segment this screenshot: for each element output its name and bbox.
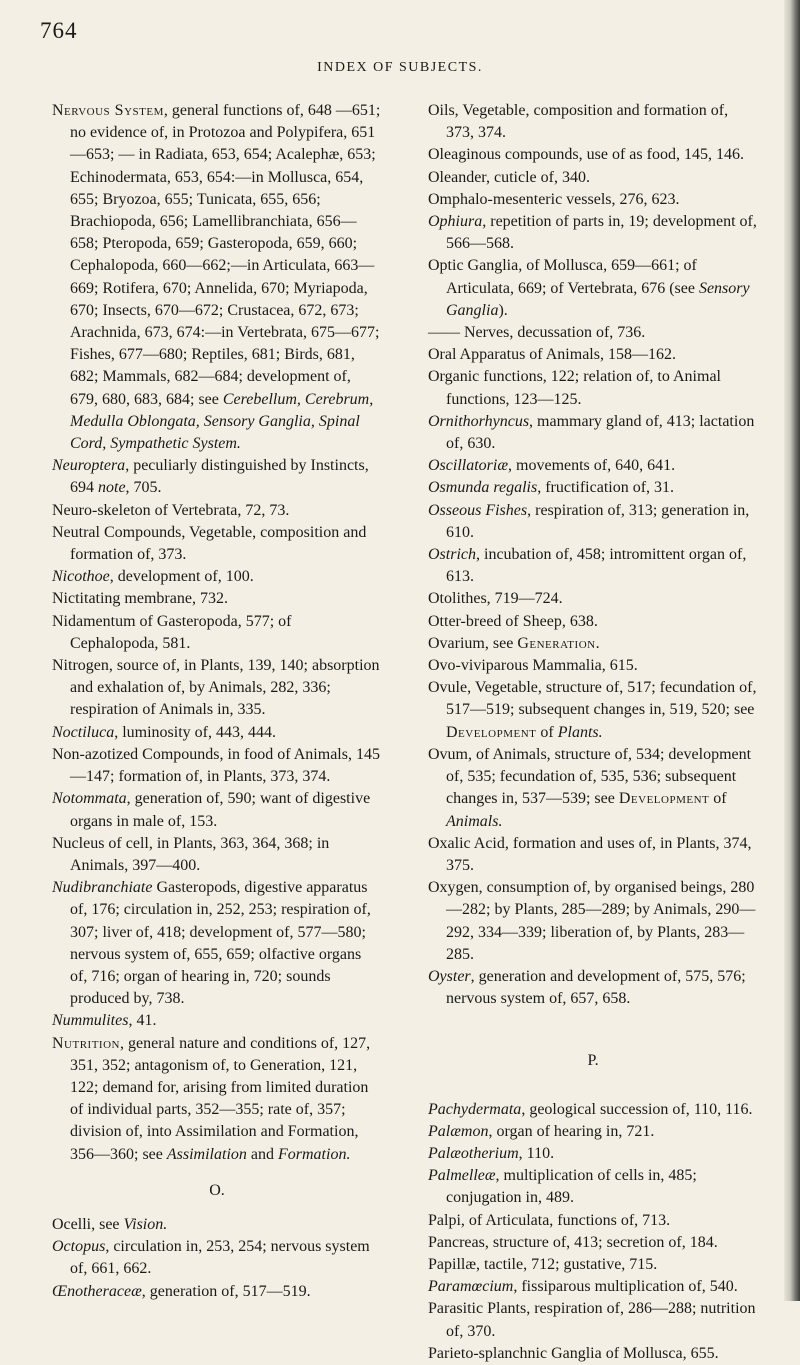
index-entry: Ophiura, repetition of parts in, 19; development of, 566—568. bbox=[428, 213, 757, 253]
index-entry: Oscillatoriæ, movements of, 640, 641. bbox=[428, 457, 676, 475]
section-letter-p: P. bbox=[587, 1052, 599, 1070]
index-entry: Oxalic Acid, formation and uses of, in Plants, 374, 375. bbox=[428, 834, 752, 874]
entry-heading: Nervous System bbox=[52, 102, 164, 119]
index-column-left bbox=[52, 100, 382, 1303]
index-entry: Palæmon, organ of hearing in, 721. bbox=[428, 1122, 655, 1140]
index-entry: Nicothoe, development of, 100. bbox=[52, 568, 254, 586]
index-entry: Otter-breed of Sheep, 638. bbox=[428, 612, 598, 630]
index-entry: Palmelleæ, multiplication of cells in, 485; conjugation in, 489. bbox=[428, 1167, 697, 1207]
running-head: INDEX OF SUBJECTS. bbox=[317, 60, 483, 75]
index-entry: Ovo-viviparous Mammalia, 615. bbox=[428, 657, 638, 675]
index-entry: Organic functions, 122; relation of, to Animal functions, 123—125. bbox=[428, 368, 721, 408]
index-entry: Pachydermata, geological succession of, 110, 116. bbox=[428, 1100, 753, 1118]
index-entry: Nictitating membrane, 732. bbox=[52, 590, 228, 608]
page-number: 764 bbox=[40, 18, 78, 43]
index-entry: Oral Apparatus of Animals, 158—162. bbox=[428, 346, 676, 364]
index-entry: Palpi, of Articulata, functions of, 713. bbox=[428, 1211, 671, 1229]
index-entry: Non-azotized Compounds, in food of Animals, 145—147; formation of, in Plants, 373, 374. bbox=[52, 745, 380, 786]
index-entry: Octopus, circulation in, 253, 254; nervous system of, 661, 662. bbox=[52, 1238, 370, 1278]
section-letter-o: O. bbox=[209, 1181, 225, 1199]
index-entry: Omphalo-mesenteric vessels, 276, 623. bbox=[428, 190, 680, 208]
index-entry: Otolithes, 719—724. bbox=[428, 590, 563, 608]
index-entry: Paramœcium, fissiparous multiplication of, 540. bbox=[428, 1278, 738, 1296]
index-entry: Nudibranchiate Gasteropods, digestive apparatus of, 176; circulation in, 252, 253; respiration of, 307; liver of, 418; development of, 577—580; nervous system of, 655, 659; olfactive organs of, 716; organ of hearing in, 720; sounds produced by, 738. bbox=[52, 879, 371, 1008]
index-entry: Œnotheraceæ, generation of, 517—519. bbox=[52, 1282, 311, 1300]
index-entry: Neuroptera, peculiarly distinguished by Instincts, 694 note, 705. bbox=[52, 457, 369, 497]
index-entry: Noctiluca, luminosity of, 443, 444. bbox=[52, 723, 276, 741]
index-entry: Oxygen, consumption of, by organised beings, 280—282; by Plants, 285—289; by Animals, 290—292, 334—339; liberation of, by Plants, 283—285. bbox=[428, 879, 756, 963]
index-entry: Papillæ, tactile, 712; gustative, 715. bbox=[428, 1255, 658, 1273]
entry-heading: Nutrition bbox=[52, 1034, 120, 1052]
index-entry: Parieto-splanchnic Ganglia of Mollusca, 655. bbox=[428, 1344, 719, 1362]
index-entry: Parasitic Plants, respiration of, 286—288; nutrition of, 370. bbox=[428, 1300, 756, 1340]
index-entry: Ornithorhyncus, mammary gland of, 413; lactation of, 630. bbox=[428, 412, 755, 453]
index-entry: Osseous Fishes, respiration of, 313; generation in, 610. bbox=[428, 501, 750, 541]
index-entry: Optic Ganglia, of Mollusca, 659—661; of Articulata, 669; of Vertebrata, 676 (see Sensory Ganglia). bbox=[428, 257, 750, 319]
index-entry: Ovarium, see Generation. bbox=[428, 634, 601, 652]
index-entry: Nitrogen, source of, in Plants, 139, 140; absorption and exhalation of, by Animals, 282, 336; respiration of Animals in, 335. bbox=[52, 657, 380, 719]
index-entry: Nummulites, 41. bbox=[52, 1012, 157, 1030]
index-entry: Nutrition, general nature and conditions of, 127, 351, 352; antagonism of, to Generation, 121, 122; demand for, arising from limited duration of individual parts, 352—355; rate of, 357; division of, into Assimilation and Formation, 356—360; see Assimilation and Formation. bbox=[52, 1034, 371, 1163]
index-column-right bbox=[428, 100, 758, 1365]
index-entry: —— Nerves, decussation of, 736. bbox=[428, 324, 646, 342]
index-entry: Osmunda regalis, fructification of, 31. bbox=[428, 479, 675, 497]
index-entry: Notommata, generation of, 590; want of digestive organs in male of, 153. bbox=[52, 790, 371, 830]
index-entry: Neutral Compounds, Vegetable, composition and formation of, 373. bbox=[52, 523, 367, 564]
index-entry: Neuro-skeleton of Vertebrata, 72, 73. bbox=[52, 501, 290, 519]
index-entry: Ovum, of Animals, structure of, 534; development of, 535; fecundation of, 535, 536; subsequent changes in, 537—539; see Development of Animals. bbox=[428, 745, 752, 830]
index-entry: Oleander, cuticle of, 340. bbox=[428, 168, 590, 186]
index-entry: Oils, Vegetable, composition and formation of, 373, 374. bbox=[428, 102, 729, 142]
index-entry: Palæotherium, 110. bbox=[428, 1144, 555, 1162]
index-entry: Nidamentum of Gasteropoda, 577; of Cephalopoda, 581. bbox=[52, 612, 292, 652]
index-entry: Nervous System, general functions of, 648 —651; no evidence of, in Protozoa and Polypifera, 651—653; — in Radiata, 653, 654; Acalephæ, 653; Echinodermata, 653, 654:—in Mollusca, 654, 655; Bryozoa, 655; Tunicata, 655, 656; Brachiopoda, 656; Lamellibranchiata, 656—658; Pteropoda, 659; Gasteropoda, 659, 660; Cephalopoda, 660—662;—in Articulata, 663—669; Rotifera, 670; Annelida, 670; Myriapoda, 670; Insects, 670—672; Crustacea, 672, 673; Arachnida, 673, 674:—in Vertebrata, 675—677; Fishes, 677—680; Reptiles, 681; Birds, 681, 682; Mammals, 682—684; development of, 679, 680, 683, 684; see Cerebellum, Cerebrum, Medulla Oblongata, Sensory Ganglia, Spinal Cord, Sympathetic System. bbox=[52, 102, 381, 453]
index-entry: Oleaginous compounds, use of as food, 145, 146. bbox=[428, 146, 744, 164]
index-entry: Oyster, generation and development of, 575, 576; nervous system of, 657, 658. bbox=[428, 967, 746, 1008]
index-entry: Pancreas, structure of, 413; secretion of, 184. bbox=[428, 1233, 718, 1251]
index-entry: Nucleus of cell, in Plants, 363, 364, 368; in Animals, 397—400. bbox=[52, 834, 330, 874]
index-entry: Ocelli, see Vision. bbox=[52, 1215, 168, 1233]
page-edge-shadow bbox=[784, 0, 800, 1301]
index-entry: Ovule, Vegetable, structure of, 517; fecundation of, 517—519; subsequent changes in, 519, 520; see Development of Plants. bbox=[428, 679, 757, 741]
index-entry: Ostrich, incubation of, 458; intromittent organ of, 613. bbox=[428, 546, 747, 586]
